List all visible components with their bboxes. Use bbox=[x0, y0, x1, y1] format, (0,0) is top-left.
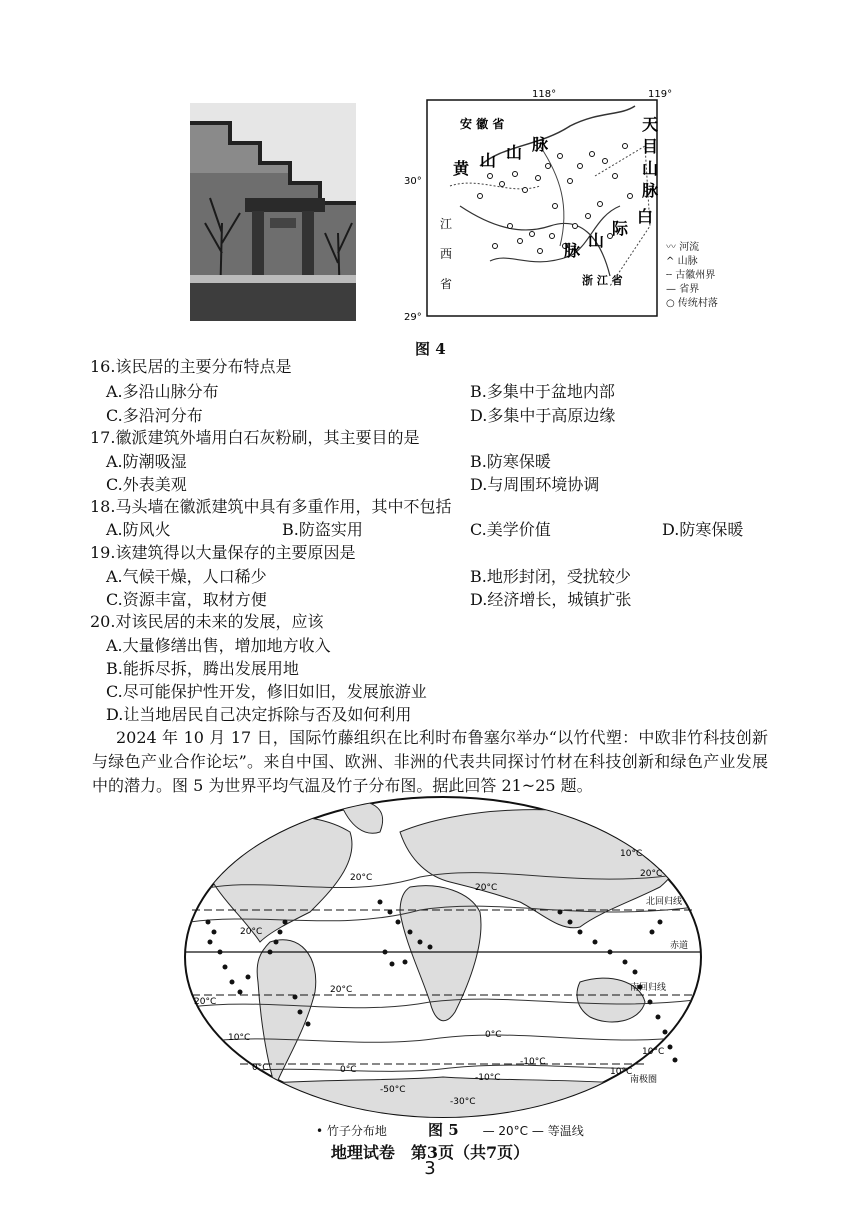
legend-province-boundary-label: 省界 bbox=[679, 284, 700, 295]
baiji-label-4: 脉 bbox=[564, 241, 581, 260]
isotherm-label-4: 20°C bbox=[640, 869, 663, 879]
isotherm-label-3: 10°C bbox=[620, 849, 643, 859]
anhui-label: 安 徽 省 bbox=[460, 117, 505, 131]
huangshan-label-4: 脉 bbox=[532, 135, 549, 154]
legend-mountain bbox=[666, 255, 756, 269]
huangshan-label-3: 山 bbox=[506, 143, 523, 162]
page-footer: 地理试卷 第3页（共7页） bbox=[330, 1143, 530, 1162]
isotherm-label-2: 20°C bbox=[350, 873, 373, 883]
baiji-label-2: 际 bbox=[612, 219, 629, 238]
legend-isotherm-value: 20°C bbox=[498, 1124, 529, 1138]
baiji-label-1: 白 bbox=[637, 207, 654, 226]
legend-bamboo-label: 竹子分布地 bbox=[326, 1124, 387, 1138]
q18-option-b: B.防盗实用 bbox=[282, 520, 363, 539]
q18-option-c: C.美学价值 bbox=[470, 520, 551, 539]
huizhou-architecture-photo bbox=[190, 103, 356, 321]
lon-label-119: 119° bbox=[648, 89, 673, 100]
legend-province-boundary bbox=[666, 283, 756, 297]
legend-mountain-label: 山脉 bbox=[677, 256, 698, 267]
tianmu-label-2: 目 bbox=[642, 137, 659, 156]
legend-ancient-boundary-label: 古徽州界 bbox=[675, 270, 716, 281]
figure4-caption: 图 4 bbox=[415, 340, 446, 358]
q19-option-d: D.经济增长，城镇扩张 bbox=[470, 590, 632, 609]
world-map-svg bbox=[180, 792, 706, 1122]
huizhou-map bbox=[404, 86, 680, 326]
isotherm-label-14: 0°C bbox=[340, 1065, 357, 1075]
isotherm-label-12: -10°C bbox=[475, 1073, 501, 1083]
q17-option-d: D.与周围环境协调 bbox=[470, 475, 600, 494]
q20-option-b: B.能拆尽拆，腾出发展用地 bbox=[106, 659, 299, 678]
isotherm-line-icon-2: — bbox=[531, 1124, 544, 1138]
jiangxi-label-1: 江 bbox=[440, 217, 453, 231]
isotherm-label-6: 20°C bbox=[194, 997, 217, 1007]
world-map bbox=[180, 792, 706, 1122]
q20-option-a: A.大量修缮出售，增加地方收入 bbox=[106, 636, 331, 655]
lon-label-118: 118° bbox=[532, 89, 557, 100]
figure5-caption: 图 5 bbox=[428, 1121, 459, 1139]
isotherm-label-9: 0°C bbox=[485, 1030, 502, 1040]
q19-option-b: B.地形封闭，受扰较少 bbox=[470, 567, 631, 586]
tianmu-label-1: 天 bbox=[642, 115, 659, 134]
question-17: 17.徽派建筑外墙用白石灰粉刷，其主要目的是 bbox=[90, 428, 420, 447]
q16-option-a: A.多沿山脉分布 bbox=[106, 382, 219, 401]
isotherm-label-5: 20°C bbox=[475, 883, 498, 893]
question-18: 18.马头墙在徽派建筑中具有多重作用，其中不包括 bbox=[90, 497, 452, 516]
baiji-label-3: 山 bbox=[588, 231, 605, 250]
tianmu-label-4: 脉 bbox=[642, 181, 659, 200]
legend-isotherm-label: 等温线 bbox=[547, 1124, 584, 1138]
equator-label: 赤道 bbox=[670, 941, 689, 951]
q18-option-d: D.防寒保暖 bbox=[662, 520, 744, 539]
huizhou-map-legend bbox=[666, 241, 756, 311]
antarctic-circle-label: 南极圈 bbox=[630, 1075, 658, 1085]
isotherm-label-10: 0°C bbox=[252, 1063, 269, 1073]
tropic-cancer-label: 北回归线 bbox=[646, 897, 683, 907]
solid-line-icon: — bbox=[666, 284, 676, 295]
mountain-icon: ^ bbox=[666, 256, 675, 267]
lat-label-29: 29° bbox=[404, 312, 422, 323]
river-icon: 〰 bbox=[666, 242, 676, 253]
isotherm-label-15: -30°C bbox=[450, 1097, 476, 1107]
isotherm-line-icon: — bbox=[482, 1124, 495, 1138]
q20-option-d: D.让当地居民自己决定拆除与否及如何利用 bbox=[106, 705, 412, 724]
question-19: 19.该建筑得以大量保存的主要原因是 bbox=[90, 543, 356, 562]
isotherm-label-17: 10°C bbox=[642, 1047, 665, 1057]
q19-option-a: A.气候干燥，人口稀少 bbox=[106, 567, 267, 586]
q17-option-b: B.防寒保暖 bbox=[470, 452, 551, 471]
photo-illustration bbox=[190, 103, 356, 321]
legend-village-label: 传统村落 bbox=[677, 298, 718, 309]
q16-option-c: C.多沿河分布 bbox=[106, 406, 203, 425]
jiangxi-label-2: 西 bbox=[440, 247, 453, 261]
q16-option-d: D.多集中于高原边缘 bbox=[470, 406, 616, 425]
isotherm-label-7: 20°C bbox=[330, 985, 353, 995]
isotherm-label-11: 10°C bbox=[610, 1067, 633, 1077]
dotted-line-icon: ┄ bbox=[666, 270, 673, 281]
q16-option-b: B.多集中于盆地内部 bbox=[470, 382, 615, 401]
question-20: 20.对该民居的未来的发展，应该 bbox=[90, 612, 324, 631]
tropic-capricorn-label: 南回归线 bbox=[630, 983, 667, 993]
passage-text: 2024 年 10 月 17 日，国际竹藤组织在比利时布鲁塞尔举办“以竹代塑：中欧非竹科技创新与绿色产业合作论坛”。来自中国、欧洲、非洲的代表共同探讨竹材在科技创新和绿色产业发展中的潜力。图 5 为世界平均气温及竹子分布图。据此回答 21~25 题。 bbox=[92, 728, 768, 795]
huangshan-label-2: 山 bbox=[480, 151, 497, 170]
q17-option-c: C.外表美观 bbox=[106, 475, 187, 494]
bamboo-dot-icon: • bbox=[316, 1124, 324, 1138]
isotherm-label-1: 20°C bbox=[240, 927, 263, 937]
jiangxi-label-3: 省 bbox=[440, 277, 453, 291]
zhejiang-label: 浙 江 省 bbox=[582, 274, 623, 287]
q18-option-a: A.防风火 bbox=[106, 520, 171, 539]
lat-label-30: 30° bbox=[404, 176, 422, 187]
q19-option-c: C.资源丰富，取材方便 bbox=[106, 590, 267, 609]
isotherm-label-13: -10°C bbox=[520, 1057, 546, 1067]
legend-ancient-boundary bbox=[666, 269, 756, 283]
tianmu-label-3: 山 bbox=[642, 159, 659, 178]
huangshan-label-1: 黄 bbox=[453, 159, 470, 178]
village-circle-icon: ○ bbox=[666, 298, 675, 309]
isotherm-label-8: 10°C bbox=[228, 1033, 251, 1043]
legend-river bbox=[666, 241, 756, 255]
huizhou-map-svg bbox=[404, 86, 680, 326]
q17-option-a: A.防潮吸湿 bbox=[106, 452, 187, 471]
q20-option-c: C.尽可能保护性开发，修旧如旧，发展旅游业 bbox=[106, 682, 427, 701]
question-16: 16.该民居的主要分布特点是 bbox=[90, 357, 292, 376]
isotherm-label-16: -50°C bbox=[380, 1085, 406, 1095]
page-number: 3 bbox=[424, 1158, 436, 1179]
legend-village bbox=[666, 297, 756, 311]
passage-bamboo bbox=[92, 726, 768, 798]
legend-river-label: 河流 bbox=[679, 242, 700, 253]
